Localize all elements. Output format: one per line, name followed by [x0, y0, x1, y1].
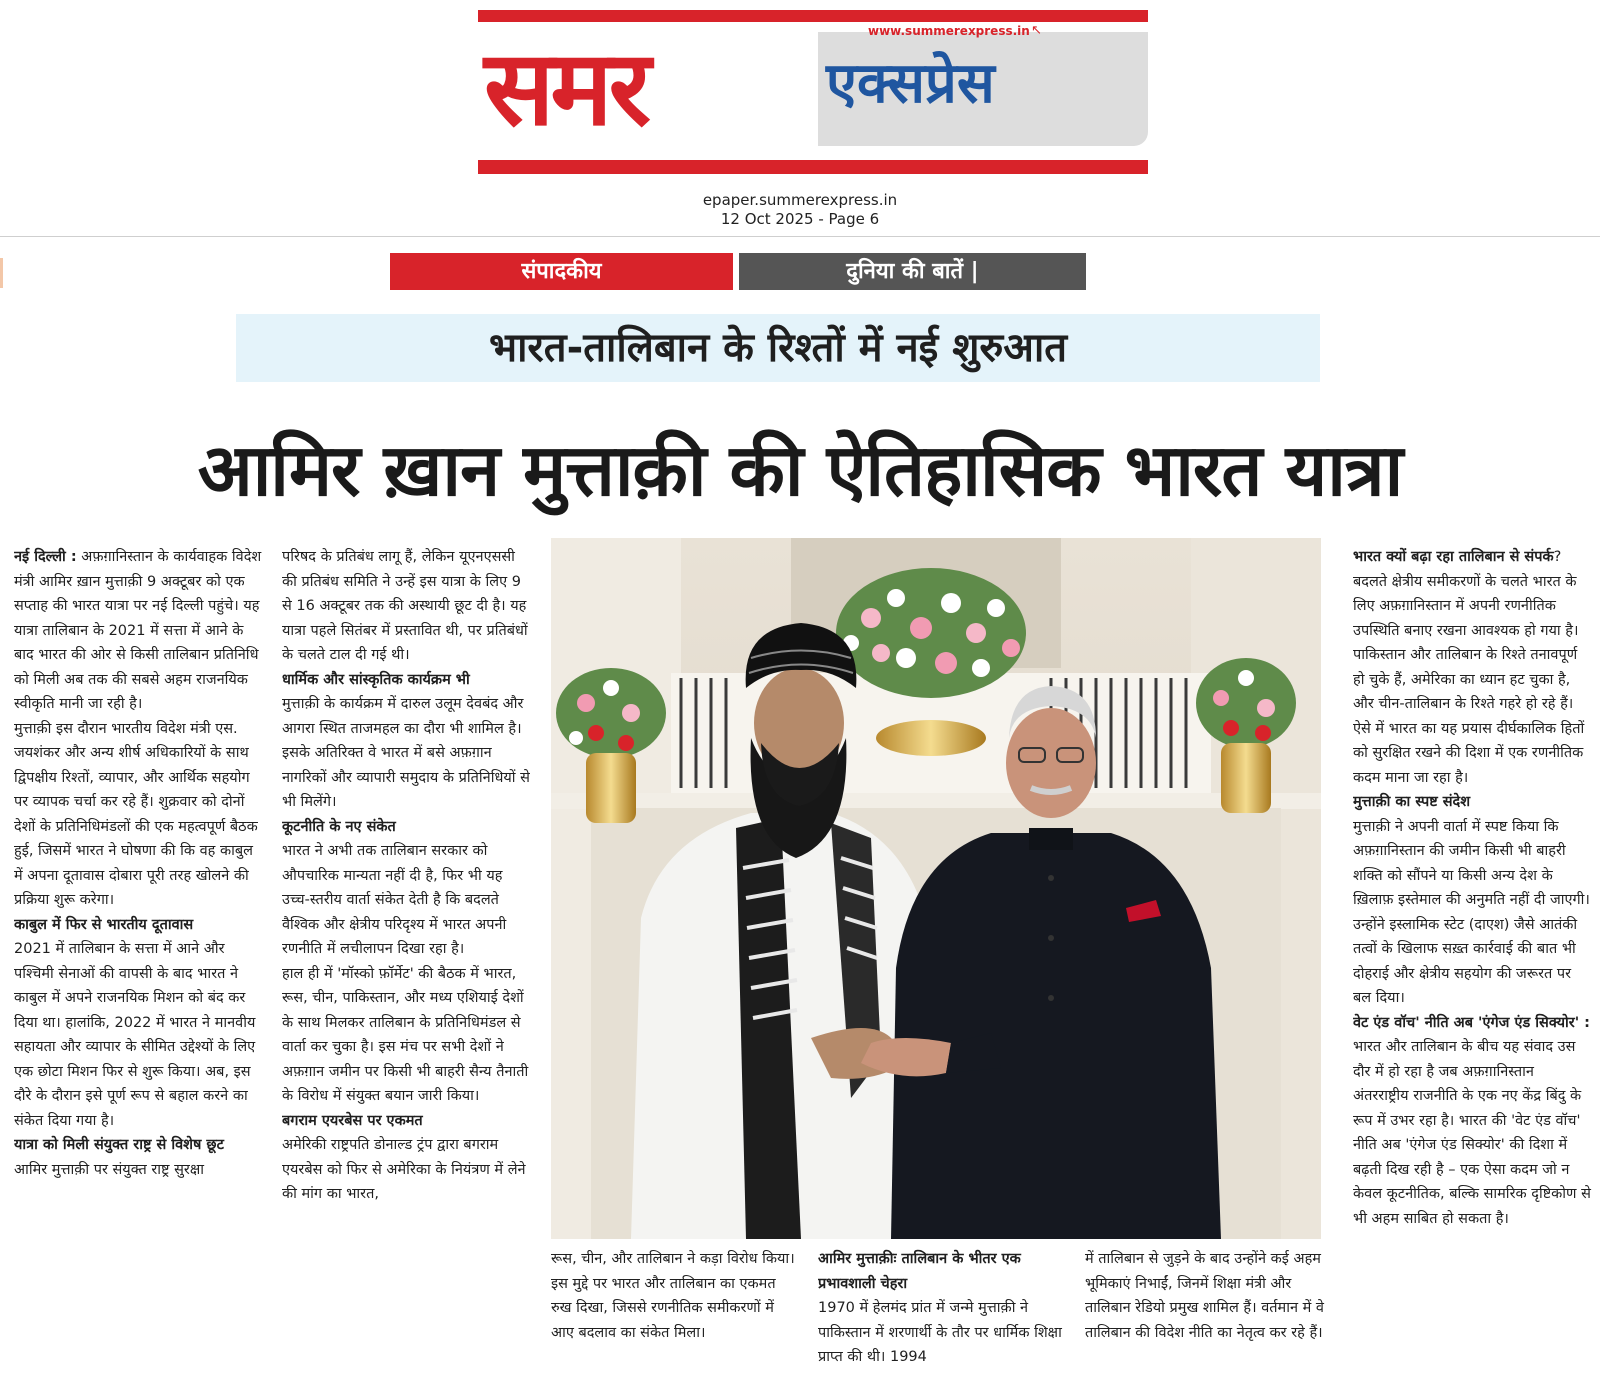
masthead-url[interactable]: www.summerexpress.in	[868, 24, 1030, 38]
paragraph	[14, 545, 264, 717]
subheading: भारत क्यों बढ़ा रहा तालिबान से संपर्क	[1353, 549, 1554, 565]
masthead-title-area	[478, 22, 818, 160]
article-column-photo-3	[1085, 1247, 1327, 1372]
subheading: धार्मिक और सांस्कृतिक कार्यक्रम भी	[282, 671, 470, 688]
masthead-subtitle: एक्सप्रेस	[826, 51, 995, 116]
article-column-1	[14, 545, 264, 1370]
article-column-photo-2	[818, 1247, 1066, 1372]
subheading: आमिर मुत्ताक़ीः तालिबान के भीतर एक प्रभावशाली चेहरा	[818, 1251, 1021, 1292]
header-divider	[0, 236, 1600, 237]
paragraph-text: अफ़ग़ानिस्तान के कार्यवाहक विदेश मंत्री आमिर ख़ान मुत्ताक़ी 9 अक्टूबर को एक सप्ताह की भारत यात्रा पर नई दिल्ली पहुंचे। यह यात्रा तालिबान के 2021 में सत्ता में आने के बाद भारत की ओर से किसी तालिबान प्रतिनिधि को मिली अब तक की सबसे अहम राजनयिक स्वीकृति मानी जा रही है।	[14, 549, 262, 712]
masthead-bottom-bar	[478, 160, 1148, 174]
section-tab-world: दुनिया की बातें |	[739, 253, 1086, 290]
page-edge-mark	[0, 258, 3, 288]
paragraph: आमिर मुत्ताक़ी पर संयुक्त राष्ट्र सुरक्षा	[14, 1161, 205, 1178]
subheading: यात्रा को मिली संयुक्त राष्ट्र से विशेष छूट	[14, 1137, 224, 1153]
section-tab-editorial: संपादकीय	[390, 253, 733, 290]
masthead-logo	[478, 10, 1148, 174]
subheading: काबुल में फिर से भारतीय दूतावास	[14, 916, 194, 933]
dateline: नई दिल्ली :	[14, 549, 77, 565]
masthead-title: समर	[484, 27, 648, 149]
article-column-photo-1	[551, 1247, 799, 1372]
page-headline: आमिर ख़ान मुत्ताक़ी की ऐतिहासिक भारत यात्रा	[197, 428, 1403, 512]
paragraph: परिषद के प्रतिबंध लागू हैं, लेकिन यूएनएससी की प्रतिबंध समिति ने उन्हें इस यात्रा के लिए 9 से 16 अक्टूबर तक की अस्थायी छूट दी है। यह यात्रा पहले सितंबर में प्रस्तावित थी, पर प्रतिबंधों के चलते टाल दी गई थी।	[282, 549, 528, 663]
paragraph: अमेरिकी राष्ट्रपति डोनाल्ड ट्रंप द्वारा बगराम एयरबेस को फिर से अमेरिका के नियंत्रण में लेने की मांग का भारत,	[282, 1137, 526, 1202]
subheading: बगराम एयरबेस पर एकमत	[282, 1112, 423, 1129]
epaper-info	[600, 191, 1000, 229]
paragraph: बदलते क्षेत्रीय समीकरणों के चलते भारत के लिए अफ़ग़ानिस्तान में अपनी रणनीतिक उपस्थिति बनाए रखना आवश्यक हो गया है। पाकिस्तान और तालिबान के रिश्ते तनावपूर्ण हो चुके हैं, अमेरिका का ध्यान हट चुका है, और चीन-तालिबान के रिश्ते गहरे हो रहे हैं। ऐसे में भारत का यह प्रयास दीर्घकालिक हितों को सुरक्षित रखने की दिशा में एक रणनीतिक कदम माना जा रहा है।	[1353, 573, 1585, 786]
paragraph: मुत्ताक़ी ने अपनी वार्ता में स्पष्ट किया कि अफ़ग़ानिस्तान की जमीन किसी भी बाहरी शक्ति को सौंपने या किसी अन्य देश के ख़िलाफ़ इस्तेमाल की अनुमति नहीं दी जाएगी। उन्होंने इस्लामिक स्टेट (दाएश) जैसे आतंकी तत्वों के खिलाफ सख़्त कार्रवाई की बात भी दोहराई और क्षेत्रीय सहयोग की जरूरत पर बल दिया।	[1353, 818, 1590, 1006]
paragraph: में तालिबान से जुड़ने के बाद उन्होंने कई अहम भूमिकाएं निभाईं, जिनमें शिक्षा मंत्री और तालिबान रेडियो प्रमुख शामिल हैं। वर्तमान में वे तालिबान की विदेश नीति का नेतृत्व कर रहे हैं।	[1085, 1251, 1324, 1341]
epaper-site[interactable]: epaper.summerexpress.in	[702, 191, 898, 209]
paragraph: भारत ने अभी तक तालिबान सरकार को औपचारिक मान्यता नहीं दी है, फिर भी यह उच्च-स्तरीय वार्ता संकेत देती है कि बदलते वैश्विक और क्षेत्रीय परिदृश्य में भारत अपनी रणनीति में लचीलापन दिखा रहा है।	[282, 843, 507, 957]
cursor-arrow-icon: ↖	[1031, 23, 1042, 38]
masthead-subtitle-area	[818, 32, 1148, 146]
paragraph: मुत्ताक़ी इस दौरान भारतीय विदेश मंत्री एस. जयशंकर और अन्य शीर्ष अधिकारियों के साथ द्विपक्षीय रिश्तों, व्यापार, और आर्थिक सहयोग पर व्यापक चर्चा कर रहे हैं। शुक्रवार को दोनों देशों के प्रतिनिधिमंडलों की एक महत्वपूर्ण बैठक हुई, जिसमें भारत ने घोषणा की कि वह काबुल में अपना दूतावास दोबारा पूरी तरह खोलने की प्रक्रिया शुरू करेगा।	[14, 720, 258, 908]
paragraph: हाल ही में 'मॉस्को फ़ॉर्मेट' की बैठक में भारत, रूस, चीन, पाकिस्तान, और मध्य एशियाई देशों के साथ मिलकर तालिबान के प्रतिनिधिमंडल से वार्ता कर चुका है। इस मंच पर सभी देशों ने अफ़ग़ान जमीन पर किसी भी बाहरी सैन्य तैनाती के विरोध में संयुक्त बयान जारी किया।	[282, 965, 529, 1104]
paragraph: रूस, चीन, और तालिबान ने कड़ा विरोध किया। इस मुद्दे पर भारत और तालिबान का एकमत रुख दिखा, जिससे रणनीतिक समीकरणों में आए बदलाव का संकेत मिला।	[551, 1251, 795, 1341]
subheading: वेट एंड वॉच' नीति अब 'एंगेज एंड सिक्योर' :	[1353, 1014, 1590, 1031]
subheading-tail: ?	[1553, 549, 1562, 565]
kicker-banner: भारत-तालिबान के रिश्तों में नई शुरुआत	[236, 314, 1320, 382]
article-column-4	[1353, 545, 1593, 1370]
epaper-date-page: 12 Oct 2025 - Page 6	[720, 210, 880, 228]
photo-illustration	[551, 538, 1321, 1239]
paragraph: 2021 में तालिबान के सत्ता में आने और पश्चिमी सेनाओं की वापसी के बाद भारत ने काबुल में अपने राजनयिक मिशन को बंद कर दिया था। हालांकि, 2022 में भारत ने मानवीय सहायता और व्यापार के सीमित उद्देश्यों के लिए एक छोटा मिशन फिर से शुरू किया। अब, इस दौरे के दौरान इसे पूर्ण रूप से बहाल करने का संकेत दिया गया है।	[14, 941, 256, 1129]
masthead-top-bar	[478, 10, 1148, 22]
news-photo	[551, 538, 1321, 1239]
subheading-line	[1353, 545, 1593, 570]
paragraph: मुत्ताक़ी के कार्यक्रम में दारुल उलूम देवबंद और आगरा स्थित ताजमहल का दौरा भी शामिल है। इसके अतिरिक्त वे भारत में बसे अफ़ग़ान नागरिकों और व्यापारी समुदाय के प्रतिनिधियों से भी मिलेंगे।	[282, 696, 530, 810]
subheading: कूटनीति के नए संकेत	[282, 818, 396, 835]
article-column-2	[282, 545, 530, 1370]
subheading: मुत्ताक़ी का स्पष्ट संदेश	[1353, 794, 1471, 810]
paragraph: 1970 में हेलमंद प्रांत में जन्मे मुत्ताक़ी ने पाकिस्तान में शरणार्थी के तौर पर धार्मिक शिक्षा प्राप्त की थी। 1994	[818, 1300, 1062, 1365]
paragraph	[1353, 1011, 1593, 1232]
paragraph-text: भारत और तालिबान के बीच यह संवाद उस दौर में हो रहा है जब अफ़ग़ानिस्तान अंतरराष्ट्रीय राजनीति के एक नए केंद्र बिंदु के रूप में उभर रहा है। भारत की 'वेट एंड वॉच' नीति अब 'एंगेज एंड सिक्योर' की दिशा में बढ़ती दिख रही है – एक ऐसा कदम जो न केवल कूटनीतिक, बल्कि सामरिक दृष्टिकोण से भी अहम साबित हो सकता है।	[1353, 1039, 1591, 1227]
